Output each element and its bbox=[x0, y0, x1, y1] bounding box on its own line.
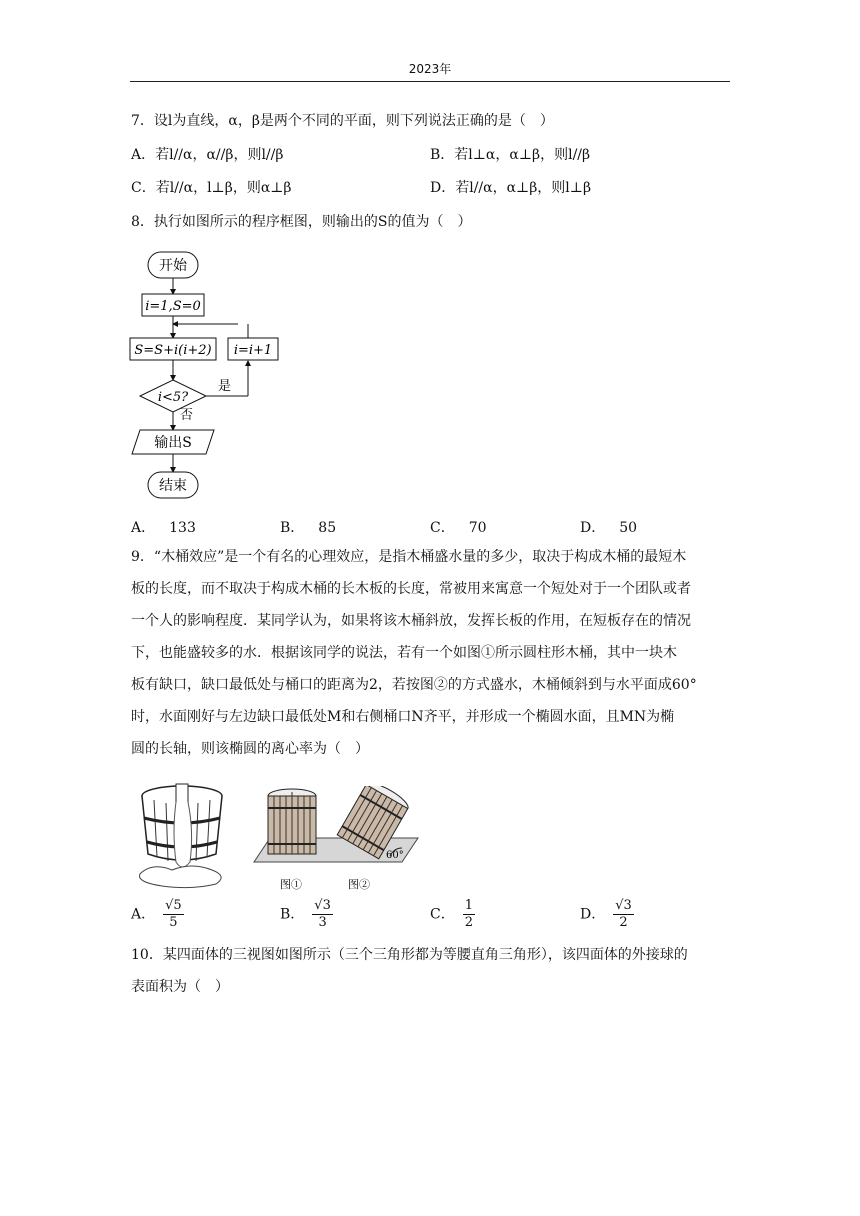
q8-option-c bbox=[430, 518, 487, 538]
q9-option-b-den: 3 bbox=[318, 915, 327, 930]
q8-option-b-letter: B． bbox=[280, 520, 305, 536]
q9-line-2: 板的长度，而不取决于构成木桶的长木板的长度，常被用来寓意一个短处对于一个团队或者 bbox=[131, 581, 691, 597]
flow-no-label: 否 bbox=[180, 408, 194, 423]
flow-increment-text: i=i+1 bbox=[233, 343, 273, 358]
q9-option-a-num: 5 bbox=[173, 898, 182, 913]
header-rule bbox=[130, 81, 730, 82]
flow-output-text: 输出S bbox=[154, 435, 192, 451]
q9-option-b-num: 3 bbox=[322, 898, 331, 913]
flow-end-text: 结束 bbox=[159, 478, 187, 494]
flow-decision-text: i<5? bbox=[157, 390, 189, 405]
flow-process-text: S=S+i(i+2) bbox=[134, 343, 212, 358]
flow-yes-label: 是 bbox=[218, 379, 232, 394]
q10-line-1: 10．某四面体的三视图如图所示（三个三角形都为等腰直角三角形），该四面体的外接球的 bbox=[131, 947, 688, 963]
flowchart-branch bbox=[206, 320, 286, 430]
q9-option-d-num: 3 bbox=[623, 898, 632, 913]
q9-line-6: 时，水面刚好与左边缺口最低处M和右侧桶口N齐平，并形成一个椭圆水面，且MN为椭 bbox=[131, 709, 675, 725]
q9-line-3: 一个人的影响程度．某同学认为，如果将该木桶斜放，发挥长板的作用，在短板存在的情况 bbox=[131, 613, 691, 629]
q7-option-a: A．若l//α，α//β，则l//β bbox=[131, 147, 284, 163]
q9-line-4: 下，也能盛较多的水．根据该同学的说法，若有一个如图①所示圆柱形木桶，其中一块木 bbox=[131, 645, 677, 661]
q8-stem: 8．执行如图所示的程序框图，则输出的S的值为（ ） bbox=[131, 214, 472, 230]
flow-init-text: i=1,S=0 bbox=[145, 299, 201, 314]
q7-option-d: D．若l//α，α⊥β，则l⊥β bbox=[430, 180, 592, 196]
q9-option-a-letter: A． bbox=[131, 906, 156, 923]
q9-option-b bbox=[280, 898, 333, 931]
q9-option-c-letter: C． bbox=[430, 906, 455, 923]
leaking-barrel-illustration bbox=[132, 782, 232, 890]
q9-option-a-den: 5 bbox=[169, 915, 178, 930]
q8-option-a bbox=[131, 518, 196, 538]
q8-option-c-value: 70 bbox=[468, 520, 487, 536]
angle-label: 60° bbox=[386, 850, 404, 861]
q10-text bbox=[131, 939, 731, 1003]
flow-start-text: 开始 bbox=[159, 258, 187, 274]
q9-line-5: 板有缺口，缺口最低处与桶口的距离为2，若按图②的方式盛水，木桶倾斜到与水平面成60° bbox=[131, 677, 697, 693]
q8-option-b bbox=[280, 518, 336, 538]
q9-option-a bbox=[131, 898, 184, 931]
q9-option-c-num: 1 bbox=[464, 898, 473, 913]
q10-line-2: 表面积为（ ） bbox=[131, 979, 229, 995]
q9-option-b-letter: B． bbox=[280, 906, 305, 923]
q7-option-b: B．若l⊥α，α⊥β，则l//β bbox=[430, 147, 591, 163]
q8-option-d-value: 50 bbox=[619, 520, 638, 536]
figure-1-label: 图① bbox=[280, 878, 302, 891]
barrel-figures bbox=[252, 786, 420, 892]
q8-option-d bbox=[580, 518, 637, 538]
q8-option-b-value: 85 bbox=[318, 520, 337, 536]
q9-option-c-den: 2 bbox=[464, 915, 473, 930]
q9-text bbox=[131, 541, 731, 765]
q8-option-d-letter: D． bbox=[580, 520, 606, 536]
q9-option-d-letter: D． bbox=[580, 906, 606, 923]
figure-2-label: 图② bbox=[348, 878, 370, 891]
q8-option-a-value: 133 bbox=[169, 520, 196, 536]
q9-line-1: 9．“木桶效应”是一个有名的心理效应，是指木桶盛水量的多少，取决于构成木桶的最短木 bbox=[131, 549, 687, 565]
q9-option-d bbox=[580, 898, 634, 931]
q9-option-d-den: 2 bbox=[619, 915, 628, 930]
q9-option-c bbox=[430, 898, 475, 931]
q7-stem: 7．设l为直线，α，β是两个不同的平面，则下列说法正确的是（ ） bbox=[131, 113, 554, 129]
page-header-year: 2023年 bbox=[408, 62, 452, 76]
q7-option-c: C．若l//α，l⊥β，则α⊥β bbox=[131, 180, 292, 196]
upright-barrel bbox=[268, 789, 316, 854]
q8-option-a-letter: A． bbox=[131, 520, 156, 536]
q8-option-c-letter: C． bbox=[430, 520, 455, 536]
q9-line-7: 圆的长轴，则该椭圆的离心率为（ ） bbox=[131, 741, 369, 757]
